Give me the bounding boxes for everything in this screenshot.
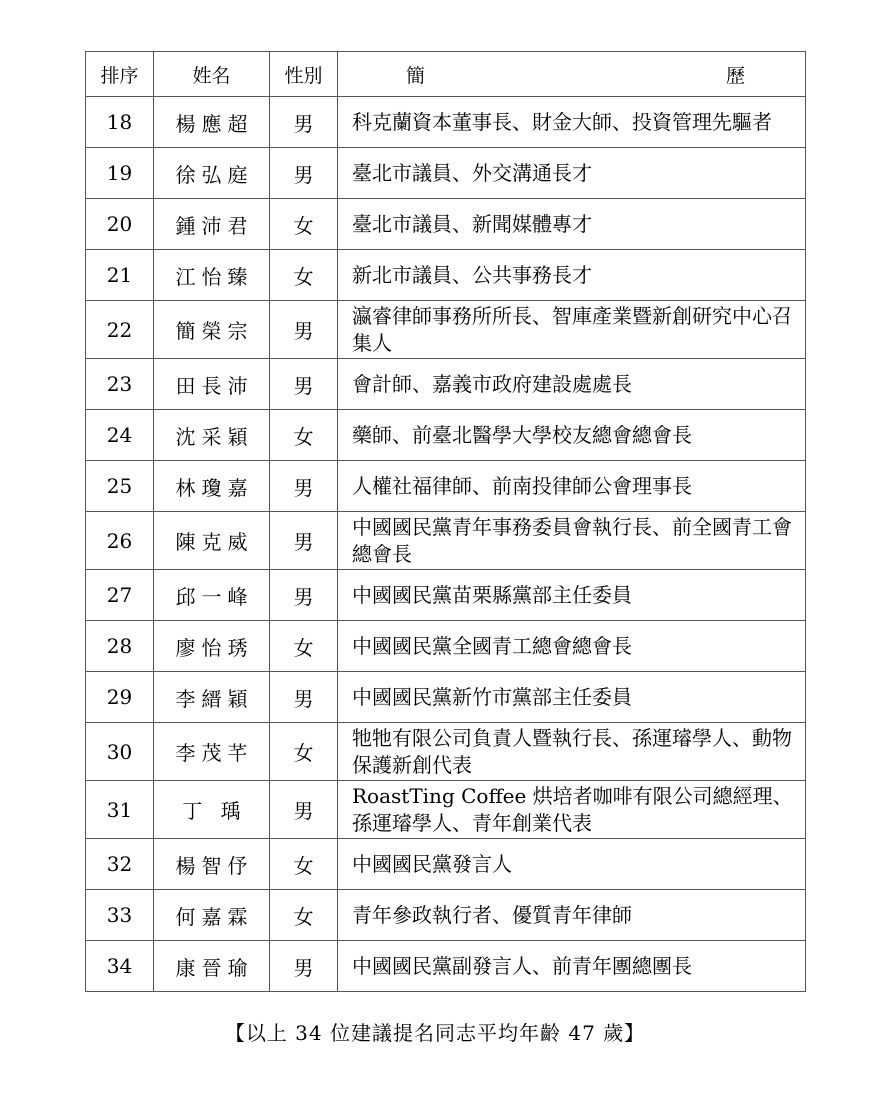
gender-cell: 女 [270,723,338,781]
rank-cell: 18 [86,97,154,148]
header-bio-left: 簡 [406,64,426,87]
rank-cell: 26 [86,512,154,570]
table-row [86,512,806,570]
bio-cell: 中國國民黨新竹市黨部主任委員 [338,672,806,723]
bio-cell: 臺北市議員、外交溝通長才 [338,148,806,199]
rank-cell: 20 [86,199,154,250]
bio-cell: 瀛睿律師事務所所長、智庫產業暨新創研究中心召集人 [338,301,806,359]
table-row [86,890,806,941]
table-row [86,199,806,250]
name-cell: 徐弘庭 [154,148,270,199]
rank-cell: 33 [86,890,154,941]
rank-cell: 31 [86,781,154,839]
table-row [86,621,806,672]
table-row [86,97,806,148]
bio-cell: 牠牠有限公司負責人暨執行長、孫運璿學人、動物保護新創代表 [338,723,806,781]
table-row [86,250,806,301]
gender-cell: 男 [270,512,338,570]
rank-cell: 34 [86,941,154,992]
name-cell: 邱一峰 [154,570,270,621]
gender-cell: 男 [270,781,338,839]
bio-cell: 中國國民黨苗栗縣黨部主任委員 [338,570,806,621]
table-row [86,148,806,199]
gender-cell: 男 [270,148,338,199]
rank-cell: 23 [86,359,154,410]
rank-cell: 32 [86,839,154,890]
gender-cell: 女 [270,621,338,672]
gender-cell: 女 [270,890,338,941]
name-cell: 廖怡琇 [154,621,270,672]
bio-cell: 人權社福律師、前南投律師公會理事長 [338,461,806,512]
gender-cell: 男 [270,301,338,359]
name-cell: 何嘉霖 [154,890,270,941]
table-row [86,781,806,839]
bio-cell: 科克蘭資本董事長、財金大師、投資管理先驅者 [338,97,806,148]
header-bio [338,52,806,97]
bio-cell: 新北市議員、公共事務長才 [338,250,806,301]
gender-cell: 男 [270,461,338,512]
table-header-row [86,52,806,97]
rank-cell: 25 [86,461,154,512]
bio-cell: 中國國民黨全國青工總會總會長 [338,621,806,672]
rank-cell: 21 [86,250,154,301]
header-name: 姓名 [154,52,270,97]
name-cell: 田長沛 [154,359,270,410]
gender-cell: 男 [270,359,338,410]
rank-cell: 28 [86,621,154,672]
bio-cell: 中國國民黨副發言人、前青年團總團長 [338,941,806,992]
rank-cell: 24 [86,410,154,461]
table-row [86,723,806,781]
bio-cell: 中國國民黨發言人 [338,839,806,890]
table-row [86,570,806,621]
gender-cell: 男 [270,672,338,723]
bio-cell: 藥師、前臺北醫學大學校友總會總會長 [338,410,806,461]
header-rank: 排序 [86,52,154,97]
name-cell: 沈采穎 [154,410,270,461]
nominee-table [85,51,806,992]
rank-cell: 30 [86,723,154,781]
table-row [86,410,806,461]
name-cell: 陳克威 [154,512,270,570]
bio-cell: 臺北市議員、新聞媒體專才 [338,199,806,250]
bio-cell: 中國國民黨青年事務委員會執行長、前全國青工會總會長 [338,512,806,570]
table-row [86,301,806,359]
gender-cell: 女 [270,410,338,461]
bio-cell: RoastTing Coffee 烘培者咖啡有限公司總經理、孫運璿學人、青年創業代表 [338,781,806,839]
bio-cell: 青年參政執行者、優質青年律師 [338,890,806,941]
header-bio-right: 歷 [725,64,745,87]
name-cell: 李縉穎 [154,672,270,723]
footer-note: 【以上 34 位建議提名同志平均年齡 47 歲】 [224,1021,646,1045]
name-cell: 江怡臻 [154,250,270,301]
table-row [86,941,806,992]
gender-cell: 女 [270,250,338,301]
table-row [86,359,806,410]
gender-cell: 男 [270,570,338,621]
name-cell: 林瓊嘉 [154,461,270,512]
name-cell: 楊應超 [154,97,270,148]
header-gender: 性別 [270,52,338,97]
gender-cell: 女 [270,839,338,890]
name-cell: 鍾沛君 [154,199,270,250]
table-row [86,839,806,890]
rank-cell: 22 [86,301,154,359]
gender-cell: 男 [270,97,338,148]
name-cell: 康晉瑜 [154,941,270,992]
name-cell: 丁 瑀 [154,781,270,839]
bio-cell: 會計師、嘉義市政府建設處處長 [338,359,806,410]
rank-cell: 19 [86,148,154,199]
rank-cell: 27 [86,570,154,621]
name-cell: 李茂芊 [154,723,270,781]
table-row [86,672,806,723]
name-cell: 簡榮宗 [154,301,270,359]
name-cell: 楊智伃 [154,839,270,890]
gender-cell: 男 [270,941,338,992]
table-row [86,461,806,512]
gender-cell: 女 [270,199,338,250]
rank-cell: 29 [86,672,154,723]
